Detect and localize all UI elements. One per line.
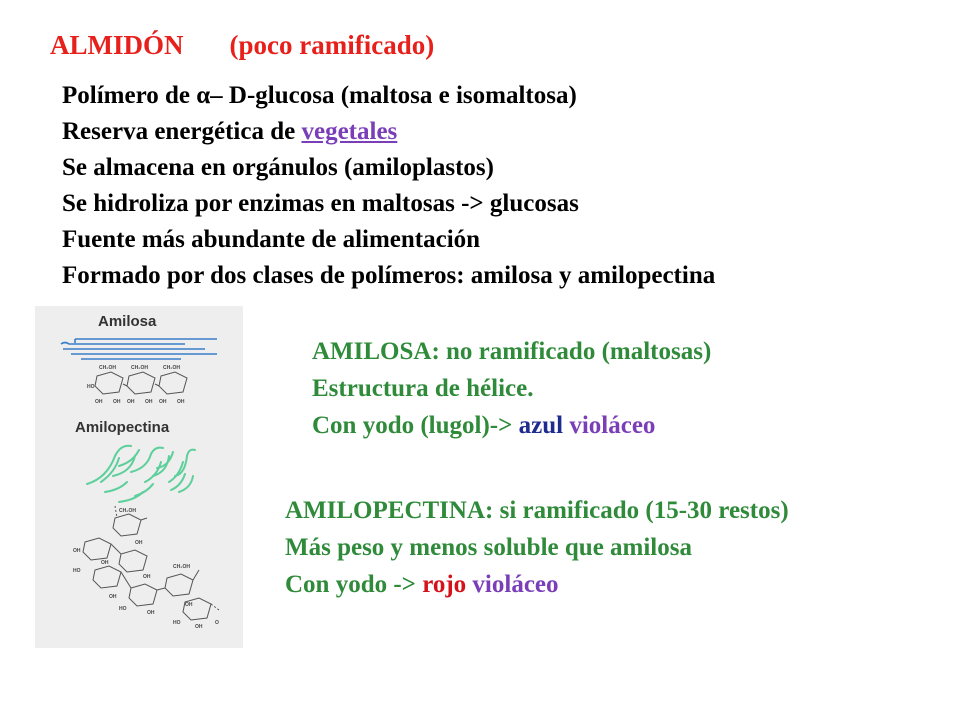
slide-title xyxy=(50,30,434,61)
amilosa-line-3-text: Con yodo (lugol)-> xyxy=(312,412,519,439)
svg-text:OH: OH xyxy=(147,610,155,616)
amilopectina-color-violaceo: violáceo xyxy=(472,571,559,598)
intro-list xyxy=(62,78,715,294)
svg-text:OH: OH xyxy=(95,399,103,405)
intro-line-2 xyxy=(62,114,715,150)
title-main: ALMIDÓN xyxy=(50,30,184,60)
label-amilosa: Amilosa xyxy=(98,313,157,330)
intro-line-2-text: Reserva energética de xyxy=(62,118,302,145)
svg-text:CH₂OH: CH₂OH xyxy=(163,365,180,371)
svg-text:HO: HO xyxy=(87,384,95,390)
svg-text:OH: OH xyxy=(135,540,143,546)
svg-text:OH: OH xyxy=(101,560,109,566)
svg-text:OH: OH xyxy=(109,594,117,600)
svg-text:HO: HO xyxy=(73,568,81,574)
vegetales-link[interactable]: vegetales xyxy=(301,118,398,145)
amilopectina-line-1: AMILOPECTINA: si ramificado (15-30 restos) xyxy=(285,497,789,524)
svg-text:OH: OH xyxy=(113,399,121,405)
amilosa-color-violaceo: violáceo xyxy=(569,412,656,439)
amilopectina-line-2: Más peso y menos soluble que amilosa xyxy=(285,534,692,561)
amilopectina-branches xyxy=(87,446,195,502)
svg-text:OH: OH xyxy=(185,602,193,608)
amilosa-section xyxy=(312,333,711,444)
amilosa-glucose-rings xyxy=(95,372,187,394)
svg-text:OH: OH xyxy=(143,574,151,580)
amilosa-chains xyxy=(61,339,217,359)
amilosa-line-2: Estructura de hélice. xyxy=(312,375,534,402)
svg-text:OH: OH xyxy=(145,399,153,405)
svg-text:OH: OH xyxy=(159,399,167,405)
svg-text:CH₂OH: CH₂OH xyxy=(131,365,148,371)
svg-text:OH: OH xyxy=(127,399,135,405)
amilopectina-color-rojo: rojo xyxy=(422,571,467,598)
svg-text:HO: HO xyxy=(173,620,181,626)
amilosa-color-azul: azul xyxy=(518,412,564,439)
amilopectina-line-3-text: Con yodo -> xyxy=(285,571,423,598)
svg-text:OH: OH xyxy=(177,399,185,405)
svg-text:CH₂OH: CH₂OH xyxy=(119,508,136,514)
svg-text:OH: OH xyxy=(195,624,203,630)
starch-structure-figure xyxy=(35,306,243,648)
svg-text:OH: OH xyxy=(73,548,81,554)
amilosa-line-1: AMILOSA: no ramificado (maltosas) xyxy=(312,338,712,365)
amilosa-line-3 xyxy=(312,407,711,444)
svg-text:O: O xyxy=(215,620,219,626)
intro-line-1: Polímero de α– D-glucosa (maltosa e isomaltosa) xyxy=(62,82,577,109)
label-amilopectina: Amilopectina xyxy=(75,419,170,436)
title-subtitle: (poco ramificado) xyxy=(229,30,435,60)
amilopectina-line-3 xyxy=(285,566,789,603)
intro-line-6: Formado por dos clases de polímeros: amilosa y amilopectina xyxy=(62,262,716,289)
amilopectina-section xyxy=(285,492,789,603)
svg-text:CH₂OH: CH₂OH xyxy=(173,564,190,570)
intro-line-5: Fuente más abundante de alimentación xyxy=(62,226,481,253)
svg-text:CH₂OH: CH₂OH xyxy=(99,365,116,371)
intro-line-4: Se hidroliza por enzimas en maltosas -> glucosas xyxy=(62,190,579,217)
starch-structure-diagram xyxy=(35,306,243,648)
intro-line-3: Se almacena en orgánulos (amiloplastos) xyxy=(62,154,494,181)
svg-text:HO: HO xyxy=(119,606,127,612)
